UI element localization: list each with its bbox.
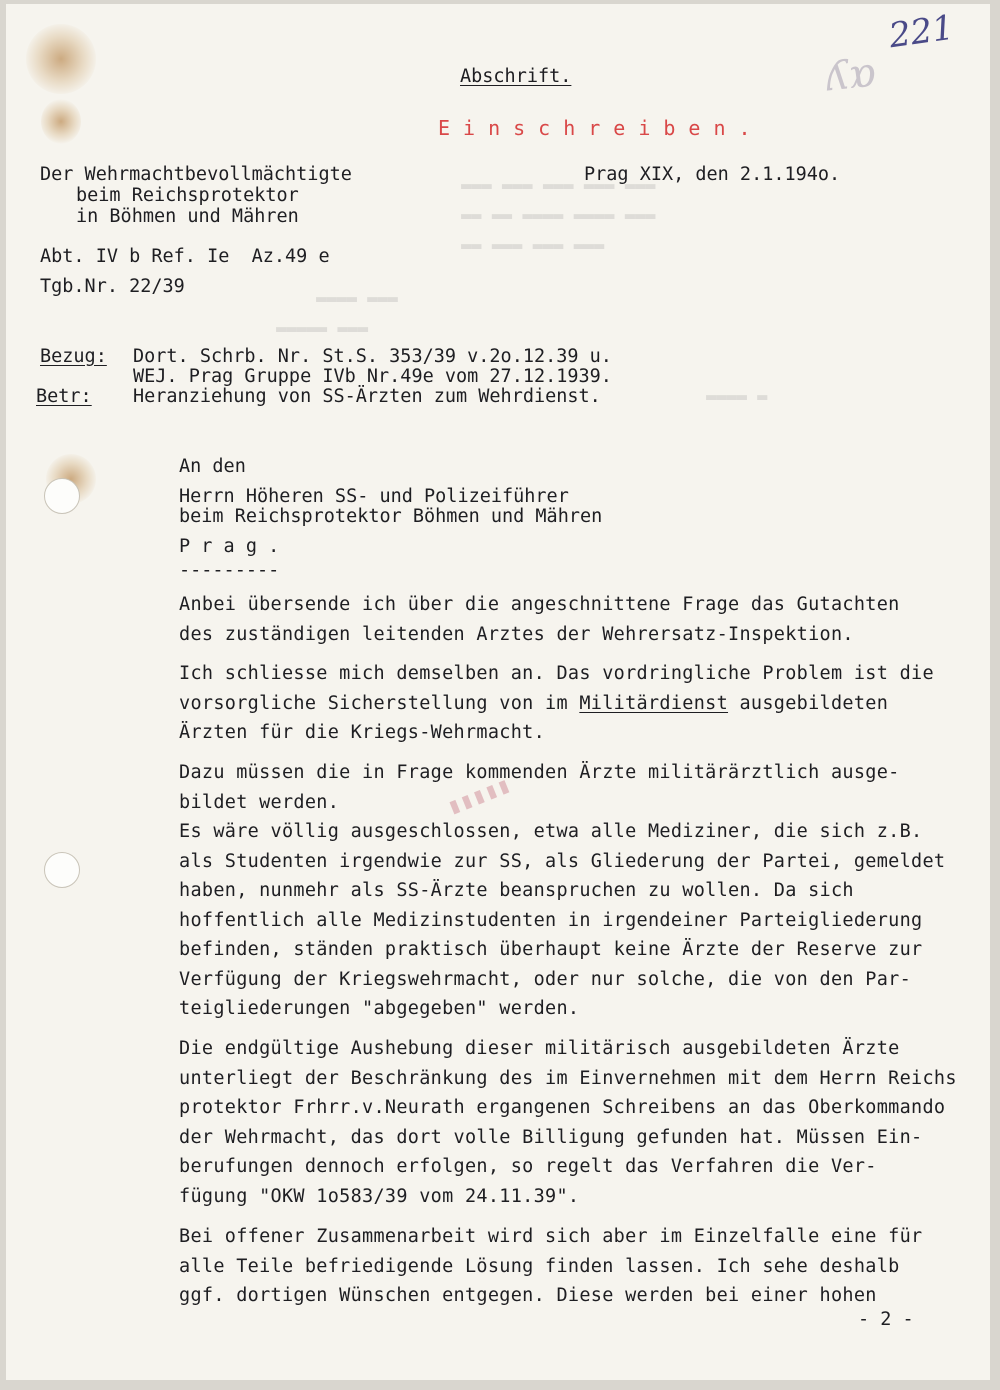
- recipient-city: P r a g .: [179, 536, 280, 557]
- body-line: teigliederungen "abgegeben" werden.: [179, 998, 580, 1019]
- body-text: ausgebildeten: [728, 692, 889, 714]
- body-line: Anbei übersende ich über die angeschnittene Frage das Gutachten: [179, 594, 900, 615]
- body-line: Verfügung der Kriegswehrmacht, oder nur solche, die von den Par-: [179, 968, 912, 990]
- subject-label: Betr:: [36, 386, 92, 407]
- journal-number: Tgb.Nr. 22/39: [40, 276, 185, 297]
- body-paragraph: [179, 1034, 989, 1211]
- body-line: haben, nunmehr als SS-Ärzte beanspruchen zu wollen. Da sich: [179, 880, 854, 901]
- body-line: Es wäre völlig ausgeschlossen, etwa alle Mediziner, die sich z.B.: [179, 821, 923, 842]
- body-paragraph: [179, 590, 989, 649]
- rust-stain: [41, 99, 81, 144]
- reference-line-2: WEJ. Prag Gruppe IVb Nr.49e vom 27.12.1939.: [133, 366, 612, 387]
- body-line-part: [179, 693, 888, 714]
- punch-hole: [44, 478, 80, 514]
- punch-hole: [44, 852, 80, 888]
- bleed-through-text: ▬▬▬ ▬▬▬▬: [316, 289, 398, 309]
- body-line: Dazu müssen die in Frage kommenden Ärzte militärärztlich ausge-: [179, 762, 900, 783]
- body-line: der Wehrmacht, das dort volle Billigung gefunden hat. Müssen Ein-: [179, 1126, 923, 1148]
- place-date: Prag XIX, den 2.1.194o.: [584, 164, 841, 185]
- sender-line-3: in Böhmen und Mähren: [76, 206, 299, 227]
- pencil-mark: ʎɒ: [823, 49, 878, 101]
- body-line: ggf. dortigen Wünschen entgegen. Diese werden bei einer hohen: [179, 1285, 877, 1306]
- faint-stamp: ▮▮▮▮▮: [443, 772, 515, 821]
- body-line: alle Teile befriedigende Lösung finden lassen. Ich sehe deshalb: [179, 1255, 900, 1277]
- body-line: befinden, ständen praktisch überhaupt keine Ärzte der Reserve zur: [179, 939, 923, 960]
- bleed-through-text: ▬▬▬ ▬▬▬▬▬: [276, 319, 369, 339]
- sender-line-1: Der Wehrmachtbevollmächtigte: [40, 164, 352, 185]
- reference-label: Bezug:: [40, 346, 107, 367]
- recipient-line-3: beim Reichsprotektor Böhmen und Mähren: [179, 506, 603, 527]
- body-paragraph: [179, 659, 989, 748]
- recipient-line-1: An den: [179, 456, 246, 477]
- department-line: Abt. IV b Ref. Ie Az.49 e: [40, 246, 330, 267]
- copy-title: Abschrift.: [460, 66, 572, 87]
- body-line: Ärzten für die Kriegs-Wehrmacht.: [179, 722, 546, 743]
- body-line: bildet werden.: [179, 791, 340, 813]
- body-paragraph: [179, 1222, 989, 1311]
- rust-stain: [26, 24, 96, 94]
- underlined-word: Militärdienst: [579, 692, 729, 714]
- body-line: hoffentlich alle Medizinstudenten in irgendeiner Parteigliederung: [179, 909, 923, 931]
- sender-line-2: beim Reichsprotektor: [76, 185, 299, 206]
- bleed-through-text: ▬▬▬ ▬▬▬▬ ▬▬▬▬ ▬▬ ▬▬: [461, 206, 656, 226]
- registered-mail-mark: Einschreiben.: [438, 116, 764, 140]
- body-line: des zuständigen leitenden Arztes der Wehrersatz-Inspektion.: [179, 623, 854, 645]
- body-line: Ich schliesse mich demselben an. Das vordringliche Problem ist die: [179, 663, 934, 684]
- body-line: Bei offener Zusammenarbeit wird sich aber im Einzelfalle eine für: [179, 1226, 923, 1247]
- bleed-through-text: ▬▬▬ ▬▬▬ ▬▬▬ ▬▬▬ ▬▬▬: [461, 176, 656, 196]
- body-line: als Studenten irgendwie zur SS, als Gliederung der Partei, gemeldet: [179, 850, 946, 872]
- body-line: fügung "OKW 1o583/39 vom 24.11.39".: [179, 1185, 580, 1207]
- body-text: vorsorgliche Sicherstellung von im: [179, 692, 580, 714]
- bleed-through-text: ▬ ▬▬▬▬: [706, 387, 768, 407]
- document-page: [6, 4, 990, 1380]
- body-line: berufungen dennoch erfolgen, so regelt das Verfahren die Ver-: [179, 1156, 877, 1177]
- reference-line-1: Dort. Schrb. Nr. St.S. 353/39 v.2o.12.39 u.: [133, 346, 612, 367]
- subject-text: Heranziehung von SS-Ärzten zum Wehrdienst.: [133, 386, 601, 407]
- body-line: Die endgültige Aushebung dieser militärisch ausgebildeten Ärzte: [179, 1038, 900, 1059]
- handwritten-page-number: 221: [886, 7, 957, 57]
- recipient-rule: ---------: [179, 560, 280, 581]
- body-line: unterliegt der Beschränkung des im Einvernehmen mit dem Herrn Reichs: [179, 1067, 957, 1089]
- body-paragraph: [179, 758, 989, 1024]
- recipient-line-2: Herrn Höheren SS- und Polizeiführer: [179, 486, 569, 507]
- page-footer: - 2 -: [858, 1309, 914, 1330]
- body-line: protektor Frhrr.v.Neurath ergangenen Schreibens an das Oberkommando: [179, 1097, 946, 1118]
- bleed-through-text: ▬▬▬ ▬▬▬ ▬▬▬ ▬▬: [461, 236, 605, 256]
- body-line-with-underline: [179, 689, 989, 719]
